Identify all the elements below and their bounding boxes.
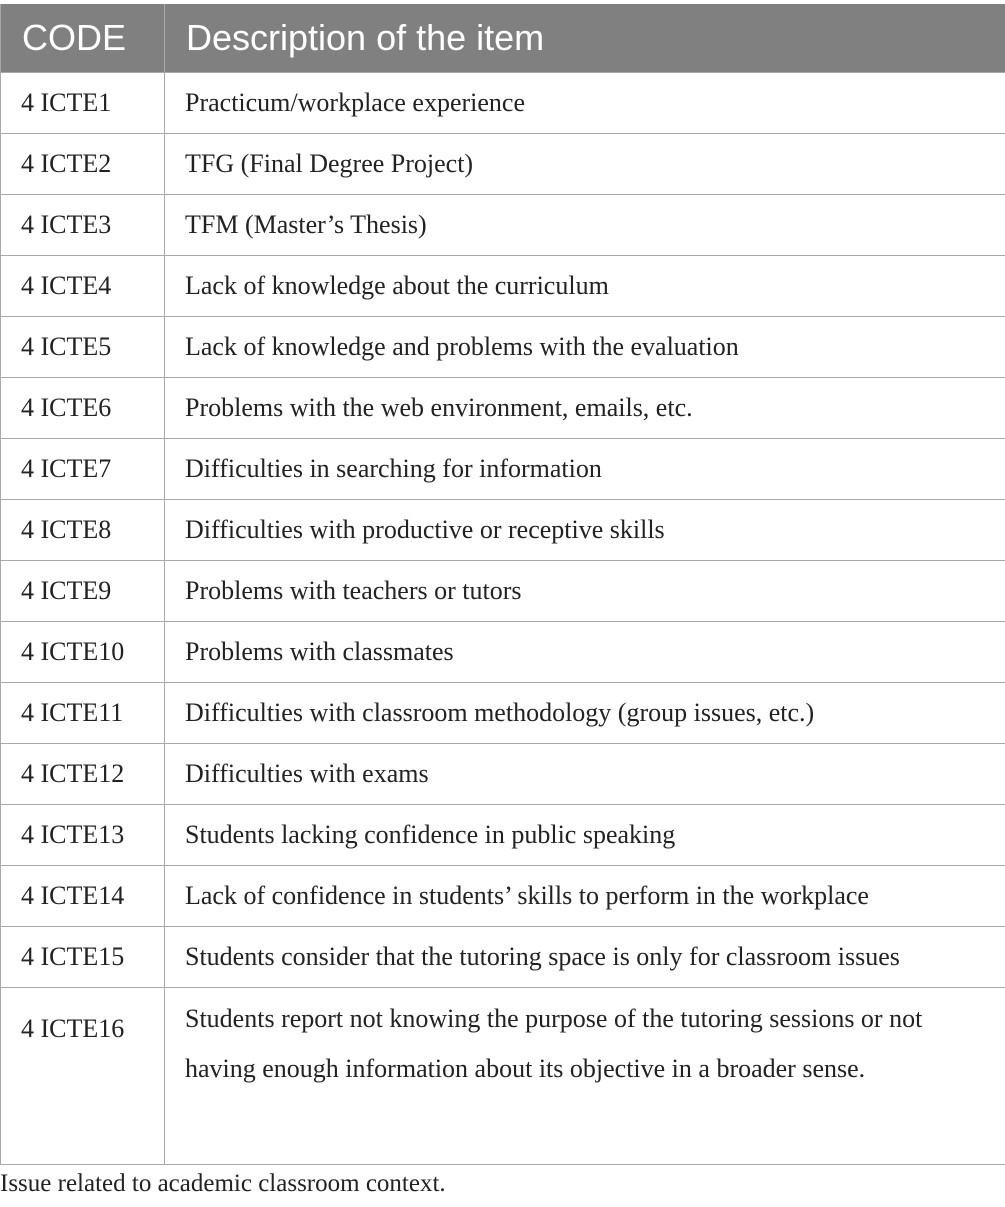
row-description: Lack of knowledge and problems with the evaluation — [165, 317, 1005, 378]
table-row — [1, 927, 1005, 988]
table-footnote: Issue related to academic classroom context. — [0, 1170, 446, 1197]
item-table-container — [0, 4, 1005, 1165]
row-description: TFG (Final Degree Project) — [165, 134, 1005, 195]
row-code: 4 ICTE11 — [1, 683, 165, 744]
table-row — [1, 683, 1005, 744]
table-body — [1, 73, 1005, 1165]
row-code: 4 ICTE9 — [1, 561, 165, 622]
row-description: TFM (Master’s Thesis) — [165, 195, 1005, 256]
table-row — [1, 988, 1005, 1165]
row-description: Practicum/workplace experience — [165, 73, 1005, 134]
header-code: CODE — [1, 4, 165, 73]
row-code: 4 ICTE7 — [1, 439, 165, 500]
table-row — [1, 744, 1005, 805]
table-row — [1, 195, 1005, 256]
row-description: Difficulties with productive or receptive skills — [165, 500, 1005, 561]
item-table — [0, 4, 1005, 1165]
row-code: 4 ICTE1 — [1, 73, 165, 134]
table-row — [1, 134, 1005, 195]
table-row — [1, 378, 1005, 439]
row-code: 4 ICTE16 — [1, 988, 165, 1165]
table-row — [1, 73, 1005, 134]
header-description: Description of the item — [165, 4, 1005, 73]
row-description: Problems with teachers or tutors — [165, 561, 1005, 622]
row-code: 4 ICTE8 — [1, 500, 165, 561]
header-row — [1, 4, 1005, 73]
row-description: Problems with the web environment, emails, etc. — [165, 378, 1005, 439]
table-row — [1, 561, 1005, 622]
row-code: 4 ICTE12 — [1, 744, 165, 805]
row-code: 4 ICTE6 — [1, 378, 165, 439]
table-row — [1, 439, 1005, 500]
table-row — [1, 317, 1005, 378]
row-code: 4 ICTE15 — [1, 927, 165, 988]
row-description: Lack of knowledge about the curriculum — [165, 256, 1005, 317]
row-code: 4 ICTE3 — [1, 195, 165, 256]
table-row — [1, 805, 1005, 866]
row-description: Students consider that the tutoring space is only for classroom issues — [165, 927, 1005, 988]
row-code: 4 ICTE10 — [1, 622, 165, 683]
row-code: 4 ICTE5 — [1, 317, 165, 378]
row-description: Students lacking confidence in public speaking — [165, 805, 1005, 866]
row-code: 4 ICTE4 — [1, 256, 165, 317]
row-description: Problems with classmates — [165, 622, 1005, 683]
row-code: 4 ICTE14 — [1, 866, 165, 927]
row-code: 4 ICTE13 — [1, 805, 165, 866]
row-code: 4 ICTE2 — [1, 134, 165, 195]
row-description: Students report not knowing the purpose of the tutoring sessions or not having enough information about its objective in a broader sense. — [165, 988, 1005, 1165]
table-header — [1, 4, 1005, 73]
row-description: Difficulties with classroom methodology (group issues, etc.) — [165, 683, 1005, 744]
table-row — [1, 256, 1005, 317]
table-row — [1, 622, 1005, 683]
row-description: Difficulties in searching for information — [165, 439, 1005, 500]
row-description: Lack of confidence in students’ skills to perform in the workplace — [165, 866, 1005, 927]
row-description: Difficulties with exams — [165, 744, 1005, 805]
table-row — [1, 500, 1005, 561]
table-row — [1, 866, 1005, 927]
